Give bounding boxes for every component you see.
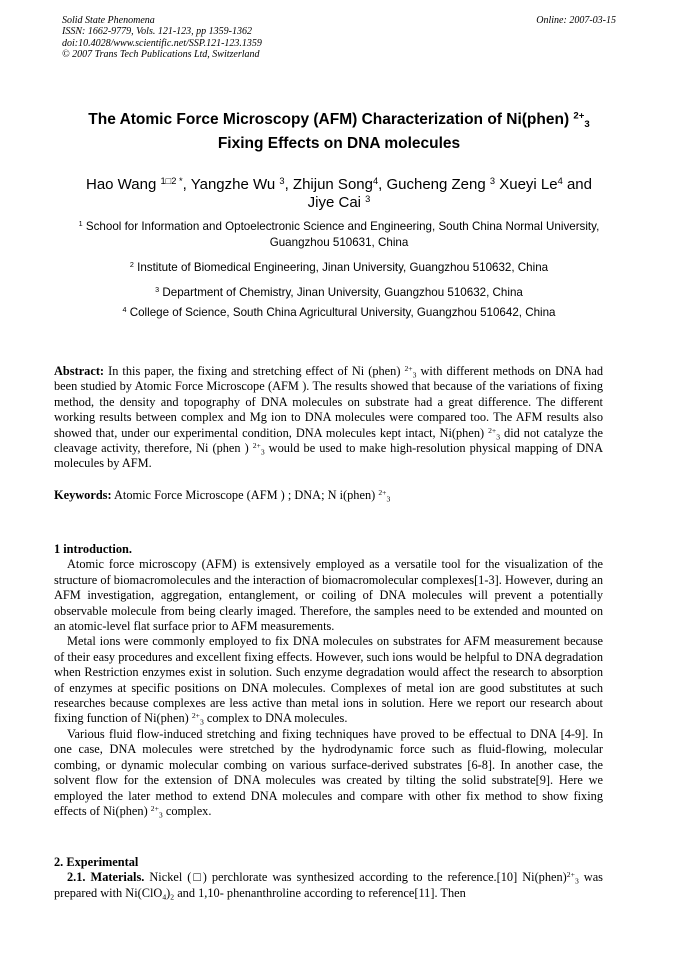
author-name: Jiye Cai bbox=[307, 194, 361, 211]
copyright-line: © 2007 Trans Tech Publications Ltd, Switzerland bbox=[62, 48, 260, 60]
author-name: Hao Wang bbox=[86, 176, 157, 193]
doi-line: doi:10.4028/www.scientific.net/SSP.121-123.1359 bbox=[62, 37, 262, 49]
abstract: Abstract: In this paper, the fixing and stretching effect of Ni (phen) $^{2+}_3$ with different methods on DNA had been studied by Atomic Force Microscope (AFM ). The results showed that because of the variations of fixing method, the density and topography of DNA molecules on substrate had a great difference. The different working results between complex and Mg ion to DNA molecules were compared too. The AFM results also showed that, under our experimental condition, DNA molecules kept intact, Ni(phen) $^{2+}_3$ did not catalyze the cleavage activity, therefore, Ni (phen ) $^{2+}_3$ would be used to make high-resolution physical mapping of DNA molecules by AFM. bbox=[54, 363, 603, 471]
affiliation: $^2$ Institute of Biomedical Engineering, Jinan University, Guangzhou 510632, China bbox=[129, 260, 549, 274]
paper-title: The Atomic Force Microscopy (AFM) Characterization of Ni(phen) $^{2+}_3$ Fixing Effects on DNA molecules bbox=[88, 110, 590, 152]
introduction-section bbox=[54, 542, 603, 819]
section-heading: 2. Experimental bbox=[54, 855, 139, 869]
keywords: Keywords: Atomic Force Microscope (AFM ) ; DNA; N i(phen) $^{2+}_3$ bbox=[54, 487, 391, 504]
keywords-label: Keywords: bbox=[54, 488, 112, 502]
experimental-section bbox=[54, 855, 603, 901]
paragraph: Metal ions were commonly employed to fix DNA molecules on substrates for AFM measurement because of their easy procedures and excellent fixing effects. However, such ions would be helpful to DNA degradation when Restriction enzymes exist in solution. Such enzyme degradation would affect the research to absorption of enzymes at specific positions on DNA molecules. Complexes of metal ion are good substitutes at such researches because complexes are less active than metal ions in solution. Here we report our research about fixing function of Ni(phen) $^{2+}_3$ complex to DNA molecules. bbox=[54, 634, 603, 727]
subsection-label: 2.1. Materials. bbox=[67, 870, 145, 885]
journal-name: Solid State Phenomena bbox=[62, 15, 155, 26]
author-name: , Gucheng Zeng bbox=[378, 176, 486, 193]
journal-header bbox=[62, 15, 262, 60]
issn-line: ISSN: 1662-9779, Vols. 121-123, pp 1359-1362 bbox=[62, 26, 252, 38]
paragraph: 2.1. Materials. Nickel (□) perchlorate was synthesized according to the reference.[10] Ni(phen)$^{2+}_3$ was prepared with $Ni(ClO_4)_2$ and 1,10- phenanthroline according to reference[11]. Then bbox=[54, 870, 603, 902]
affiliation: $^4$ College of Science, South China Agricultural University, Guangzhou 510642, China bbox=[122, 305, 556, 319]
paragraph: Various fluid flow-induced stretching and fixing techniques have proved to be effectual to DNA [4-9]. In one case, DNA molecules were stretched by the hydrodynamic force such as fluid-flowing, molecular combing, or dynamic molecular combing on various surface-derived substrates [6-8]. In another case, the solvent flow for the extension of DNA molecules was created by tilting the solid substrate[9]. Here we employed the later method to extend DNA molecules and compare with other fix method to show fixing effects of Ni(phen) $^{2+}_3$ complex. bbox=[54, 726, 603, 820]
paragraph: Atomic force microscopy (AFM) is extensively employed as a versatile tool for the visualization of the structure of biomacromolecules and the interaction of biomacromolecular complexes[1-3]. However, during an AFM investigation, aggregation, entanglement, or coiling of DNA molecules will prevent a potentially observable molecule from being clearly imaged. Therefore, the samples need to be extended and mounted on an atomic-level flat surface prior to AFM measurements. bbox=[54, 557, 603, 634]
author-name: , Zhijun Song bbox=[284, 176, 373, 193]
author-list: Hao Wang $^{1□2 *}$, Yangzhe Wu $^3$, Zhijun Song$^4$, Gucheng Zeng $^3$ Xueyi Le$^4$ and Jiye Cai $^3$ bbox=[86, 175, 592, 211]
online-date: Online: 2007-03-15 bbox=[536, 15, 616, 26]
author-name: , Yangzhe Wu bbox=[182, 176, 276, 193]
affiliation: $^3$ Department of Chemistry, Jinan University, Guangzhou 510632, China bbox=[155, 285, 523, 299]
affiliation: $^1$ School for Information and Optoelectronic Science and Engineering, South China Normal University, Guangzhou 510631, China bbox=[78, 219, 600, 249]
abstract-label: Abstract: bbox=[54, 364, 105, 378]
section-heading: 1 introduction. bbox=[54, 542, 132, 556]
author-name: Xueyi Le bbox=[495, 176, 558, 193]
